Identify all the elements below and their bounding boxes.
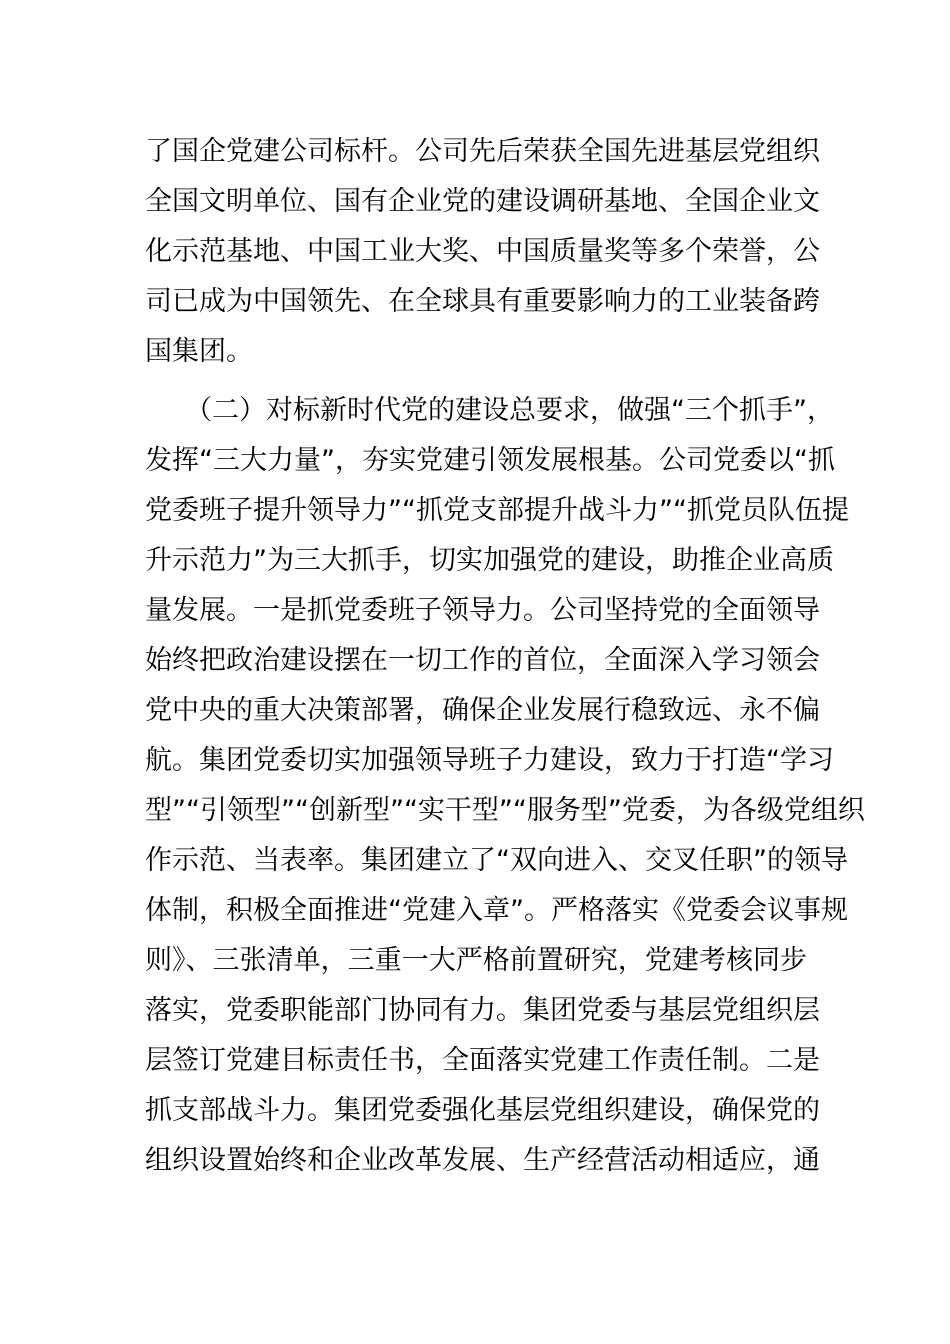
paragraph-1-line: 全国文明单位、国有企业党的建设调研基地、全国企业文 — [145, 186, 820, 217]
paragraph-2-line: 党中央的重大决策部署，确保企业发展行稳致远、永不偏 — [145, 695, 820, 726]
paragraph-2-line: 层签订党建目标责任书，全面落实党建工作责任制。二是 — [145, 1045, 820, 1076]
paragraph-2-line: 作示范、当表率。集团建立了“双向进入、交叉任职”的领导 — [145, 845, 848, 876]
paragraph-2-line: 型”“引领型”“创新型”“实干型”“服务型”党委，为各级党组织 — [145, 795, 865, 826]
paragraph-2-line: 则》、三张清单，三重一大严格前置研究，党建考核同步 — [145, 945, 807, 976]
paragraph-1-line: 了国企党建公司标杆。公司先后荣获全国先进基层党组织 — [145, 136, 820, 167]
paragraph-1-line: 司已成为中国领先、在全球具有重要影响力的工业装备跨 — [145, 286, 820, 317]
paragraph-2-line: 升示范力”为三大抓手，切实加强党的建设，助推企业高质 — [145, 545, 834, 576]
paragraph-2-line: 落实，党委职能部门协同有力。集团党委与基层党组织层 — [145, 995, 820, 1026]
paragraph-2-line: 党委班子提升领导力”“抓党支部提升战斗力”“抓党员队伍提 — [145, 495, 849, 526]
paragraph-2-line: 抓支部战斗力。集团党委强化基层党组织建设，确保党的 — [145, 1095, 820, 1126]
paragraph-2-line: 发挥“三大力量”，夯实党建引领发展根基。公司党委以“抓 — [145, 445, 835, 476]
paragraph-2-line: 始终把政治建设摆在一切工作的首位，全面深入学习领会 — [145, 645, 820, 676]
paragraph-2-line: 航。集团党委切实加强领导班子力建设，致力于打造“学习 — [145, 745, 834, 776]
paragraph-2-line: 组织设置始终和企业改革发展、生产经营活动相适应，通 — [145, 1145, 820, 1176]
paragraph-1 — [145, 127, 820, 377]
paragraph-2-line: （二）对标新时代党的建设总要求，做强“三个抓手”， — [185, 395, 834, 426]
paragraph-2 — [145, 386, 865, 1186]
paragraph-1-line: 国集团。 — [145, 336, 253, 367]
paragraph-2-line: 体制，积极全面推进“党建入章”。严格落实《党委会议事规 — [145, 895, 848, 926]
paragraph-1-line: 化示范基地、中国工业大奖、中国质量奖等多个荣誉，公 — [145, 236, 820, 267]
paragraph-2-line: 量发展。一是抓党委班子领导力。公司坚持党的全面领导 — [145, 595, 820, 626]
